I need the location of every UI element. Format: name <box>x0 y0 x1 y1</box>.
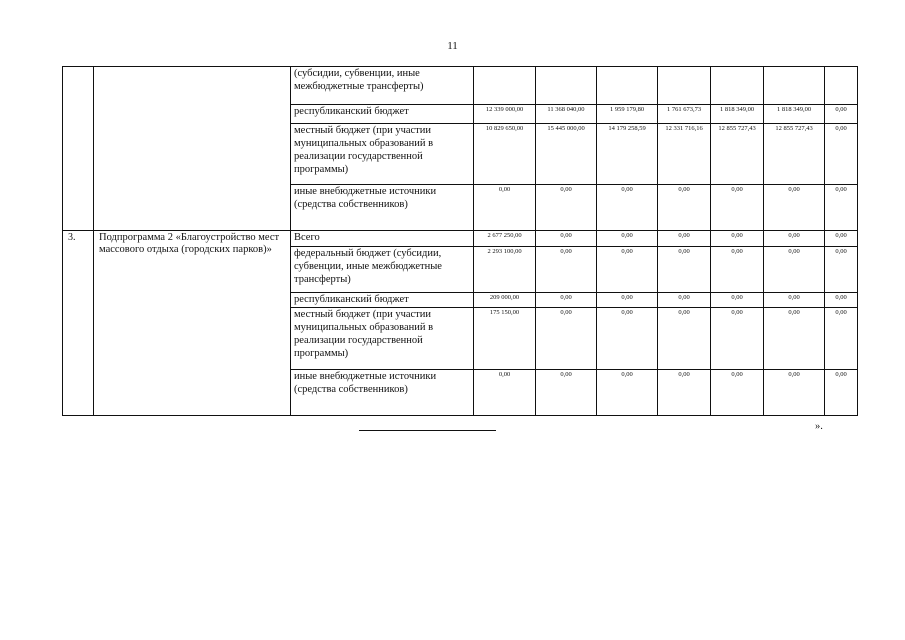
amount-cell: 0,00 <box>658 231 711 247</box>
amount-cell <box>711 67 764 105</box>
amount-cell: 0,00 <box>536 185 597 231</box>
page-number: 11 <box>447 40 458 52</box>
funding-source-cell: местный бюджет (при участии муниципальных образований в реализации государственной программы) <box>291 124 474 185</box>
funding-source-cell: местный бюджет (при участии муниципальных образований в реализации государственной программы) <box>291 308 474 370</box>
amount-cell <box>764 67 825 105</box>
row-number-cell <box>63 67 94 231</box>
amount-cell: 175 150,00 <box>474 308 536 370</box>
amount-cell: 0,00 <box>597 308 658 370</box>
amount-cell: 0,00 <box>711 185 764 231</box>
amount-cell: 0,00 <box>536 231 597 247</box>
funding-source-cell: федеральный бюджет (субсидии, субвенции, иные межбюджетные трансферты) <box>291 247 474 293</box>
amount-cell: 0,00 <box>825 185 858 231</box>
amount-cell: 0,00 <box>658 293 711 308</box>
funding-source-cell: иные внебюджетные источники (средства собственников) <box>291 370 474 416</box>
amount-cell: 0,00 <box>597 293 658 308</box>
amount-cell: 0,00 <box>764 231 825 247</box>
amount-cell: 0,00 <box>658 370 711 416</box>
amount-cell: 0,00 <box>825 124 858 185</box>
amount-cell <box>474 67 536 105</box>
amount-cell: 0,00 <box>764 293 825 308</box>
footer-signature-line <box>359 430 496 431</box>
amount-cell: 1 818 349,00 <box>764 105 825 124</box>
row-number-cell: 3. <box>63 231 94 416</box>
funding-source-cell: (субсидии, субвенции, иные межбюджетные трансферты) <box>291 67 474 105</box>
amount-cell: 1 761 673,73 <box>658 105 711 124</box>
amount-cell: 0,00 <box>764 370 825 416</box>
budget-table <box>62 66 858 416</box>
amount-cell: 0,00 <box>764 308 825 370</box>
amount-cell: 12 339 000,00 <box>474 105 536 124</box>
amount-cell: 1 959 179,80 <box>597 105 658 124</box>
amount-cell: 0,00 <box>474 370 536 416</box>
amount-cell: 0,00 <box>474 185 536 231</box>
amount-cell: 0,00 <box>711 231 764 247</box>
amount-cell: 0,00 <box>825 105 858 124</box>
amount-cell: 209 000,00 <box>474 293 536 308</box>
amount-cell: 0,00 <box>825 308 858 370</box>
amount-cell: 0,00 <box>536 247 597 293</box>
amount-cell: 0,00 <box>658 247 711 293</box>
amount-cell: 0,00 <box>658 185 711 231</box>
funding-source-cell: иные внебюджетные источники (средства собственников) <box>291 185 474 231</box>
funding-source-cell: республиканский бюджет <box>291 105 474 124</box>
amount-cell: 0,00 <box>711 308 764 370</box>
amount-cell: 15 445 000,00 <box>536 124 597 185</box>
table-row <box>63 231 858 247</box>
amount-cell: 0,00 <box>536 308 597 370</box>
amount-cell: 14 179 258,59 <box>597 124 658 185</box>
amount-cell: 12 855 727,43 <box>711 124 764 185</box>
amount-cell <box>658 67 711 105</box>
program-name-cell <box>94 67 291 231</box>
amount-cell: 11 368 040,00 <box>536 105 597 124</box>
closing-mark: ». <box>815 421 823 432</box>
amount-cell: 10 829 650,00 <box>474 124 536 185</box>
amount-cell: 0,00 <box>825 293 858 308</box>
amount-cell: 0,00 <box>711 370 764 416</box>
amount-cell: 0,00 <box>597 247 658 293</box>
amount-cell: 0,00 <box>597 370 658 416</box>
funding-source-cell: республиканский бюджет <box>291 293 474 308</box>
amount-cell: 0,00 <box>711 293 764 308</box>
amount-cell <box>825 67 858 105</box>
amount-cell: 0,00 <box>825 370 858 416</box>
amount-cell: 12 331 716,16 <box>658 124 711 185</box>
amount-cell: 2 293 100,00 <box>474 247 536 293</box>
table-row <box>63 67 858 105</box>
amount-cell: 0,00 <box>658 308 711 370</box>
amount-cell: 0,00 <box>597 185 658 231</box>
amount-cell <box>536 67 597 105</box>
funding-source-cell: Всего <box>291 231 474 247</box>
amount-cell: 0,00 <box>764 185 825 231</box>
amount-cell: 0,00 <box>825 247 858 293</box>
amount-cell: 0,00 <box>597 231 658 247</box>
amount-cell <box>597 67 658 105</box>
amount-cell: 0,00 <box>711 247 764 293</box>
amount-cell: 2 677 250,00 <box>474 231 536 247</box>
amount-cell: 12 855 727,43 <box>764 124 825 185</box>
amount-cell: 1 818 349,00 <box>711 105 764 124</box>
amount-cell: 0,00 <box>536 370 597 416</box>
amount-cell: 0,00 <box>825 231 858 247</box>
amount-cell: 0,00 <box>536 293 597 308</box>
program-name-cell: Подпрограмма 2 «Благоустройство мест массового отдыха (городских парков)» <box>94 231 291 416</box>
amount-cell: 0,00 <box>764 247 825 293</box>
